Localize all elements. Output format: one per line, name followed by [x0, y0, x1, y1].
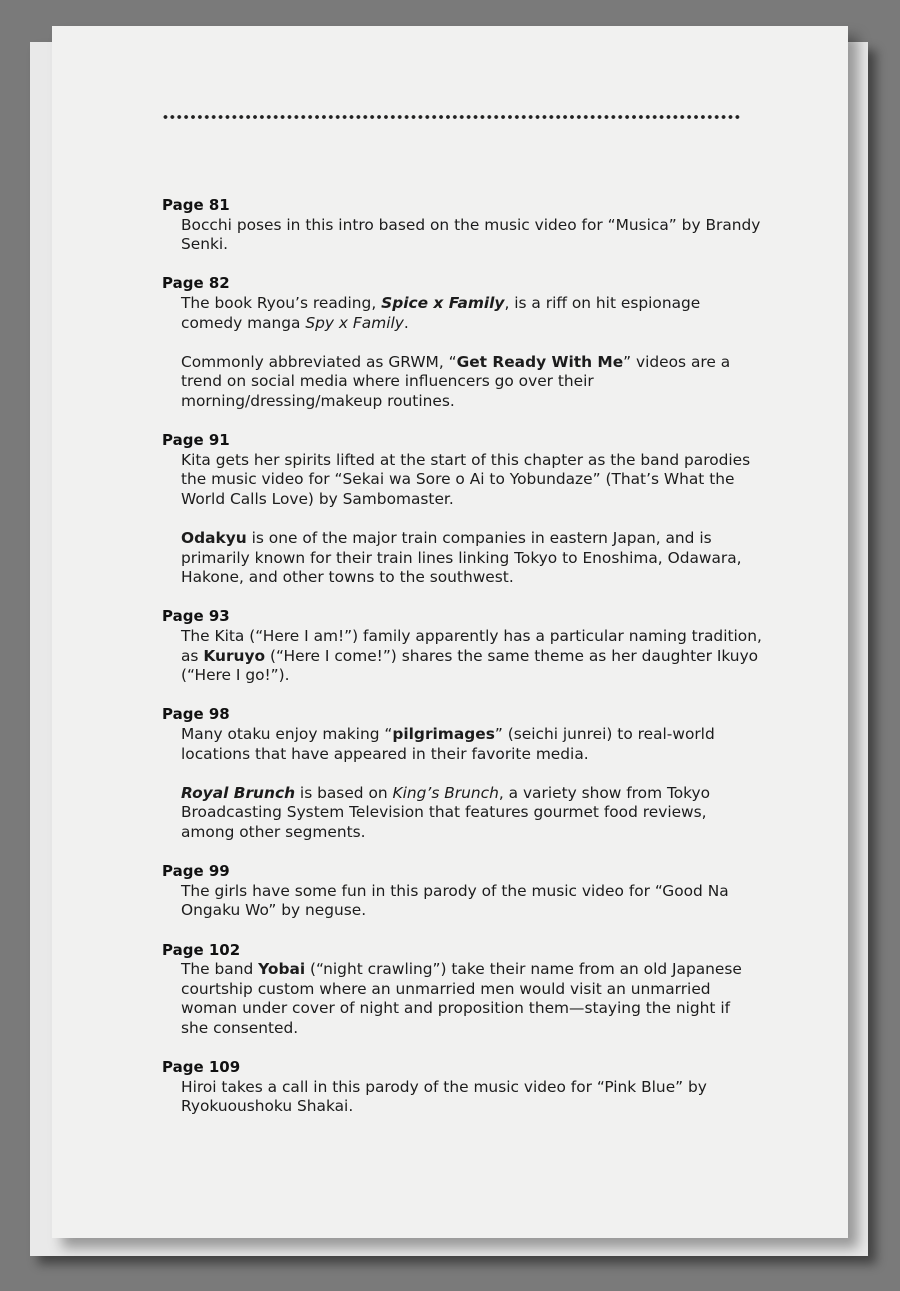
note-text: The band	[181, 960, 259, 979]
note-text: Kita gets her spirits lifted at the start of this chapter as the band parodies the music video for “Sekai wa Sore o Ai to Yobundaze” (That’s What the World Calls Love) by Sambomaster.	[181, 450, 751, 508]
emphasized-term: Spy x Family	[305, 313, 404, 332]
page-number-label: Page 98	[162, 705, 230, 724]
page-number-label: Page 81	[162, 196, 230, 214]
note-text: , is a riff on hit espionage comedy manga	[181, 293, 701, 332]
page-number-label: Page 91	[162, 431, 230, 450]
note-entry	[162, 274, 762, 411]
emphasized-term: Kuruyo	[203, 646, 266, 665]
note-paragraph	[162, 451, 762, 510]
note-text: (“Here I come!”) shares the same theme as her daughter Ikuyo (“Here I go!”).	[181, 646, 759, 685]
emphasized-term: pilgrimages	[392, 725, 495, 744]
note-paragraph	[162, 960, 762, 1038]
emphasized-term: Odakyu	[181, 529, 247, 548]
emphasized-term: Get Ready With Me	[456, 352, 624, 371]
note-entry	[162, 862, 762, 921]
note-paragraph	[162, 882, 762, 921]
note-text: The Kita (“Here I am!”) family apparently has a particular naming tradition, as	[181, 627, 762, 665]
note-entry	[162, 705, 762, 842]
note-text: The girls have some fun in this parody of the music video for “Good Na Ongaku Wo” by neguse.	[181, 881, 729, 920]
note-paragraph	[162, 294, 762, 333]
translation-notes	[162, 196, 762, 1137]
note-entry	[162, 607, 762, 685]
page-number-label: Page 99	[162, 862, 230, 881]
page-number-label: Page 82	[162, 274, 230, 293]
note-text: ” (seichi junrei) to real-world locations that have appeared in their favorite media.	[181, 725, 715, 763]
dotted-divider	[162, 114, 740, 120]
note-text: ” videos are a trend on social media where influencers go over their morning/dressing/makeup routines.	[181, 352, 731, 410]
note-entry	[162, 941, 762, 1039]
note-paragraph	[162, 725, 762, 764]
note-text: is based on	[295, 783, 393, 802]
note-paragraph	[162, 216, 762, 255]
note-text: Many otaku enjoy making “	[181, 725, 393, 744]
note-paragraph	[162, 1078, 762, 1117]
note-text: , a variety show from Tokyo Broadcasting System Television that features gourmet food reviews, among other segments.	[181, 783, 711, 841]
note-paragraph	[162, 784, 762, 843]
note-text: The book Ryou’s reading,	[181, 293, 382, 312]
note-paragraph	[162, 529, 762, 588]
note-entry	[162, 1058, 762, 1117]
note-entry	[162, 431, 762, 588]
page-number-label: Page 109	[162, 1058, 241, 1077]
note-text: Commonly abbreviated as GRWM, “	[181, 352, 457, 371]
note-text: is one of the major train companies in eastern Japan, and is primarily known for their train lines linking Tokyo to Enoshima, Odawara, Hakone, and other towns to the southwest.	[181, 529, 742, 587]
note-entry	[162, 196, 762, 255]
emphasized-term: Spice x Family	[381, 293, 505, 312]
note-text: (“night crawling”) take their name from an old Japanese courtship custom where an unmarried men would visit an unmarried woman under cover of night and proposition them—staying the night if she consented.	[181, 960, 742, 1037]
emphasized-term: King’s Brunch	[392, 783, 499, 802]
note-text: Hiroi takes a call in this parody of the music video for “Pink Blue” by Ryokuoushoku Shakai.	[181, 1077, 707, 1116]
emphasized-term: Royal Brunch	[181, 783, 296, 802]
page-number-label: Page 93	[162, 607, 230, 626]
note-text: Bocchi poses in this intro based on the music video for “Musica” by Brandy Senki.	[181, 215, 761, 254]
note-paragraph	[162, 627, 762, 686]
note-text: .	[403, 313, 409, 332]
note-paragraph	[162, 353, 762, 412]
emphasized-term: Yobai	[258, 960, 306, 979]
page-number-label: Page 102	[162, 940, 241, 959]
